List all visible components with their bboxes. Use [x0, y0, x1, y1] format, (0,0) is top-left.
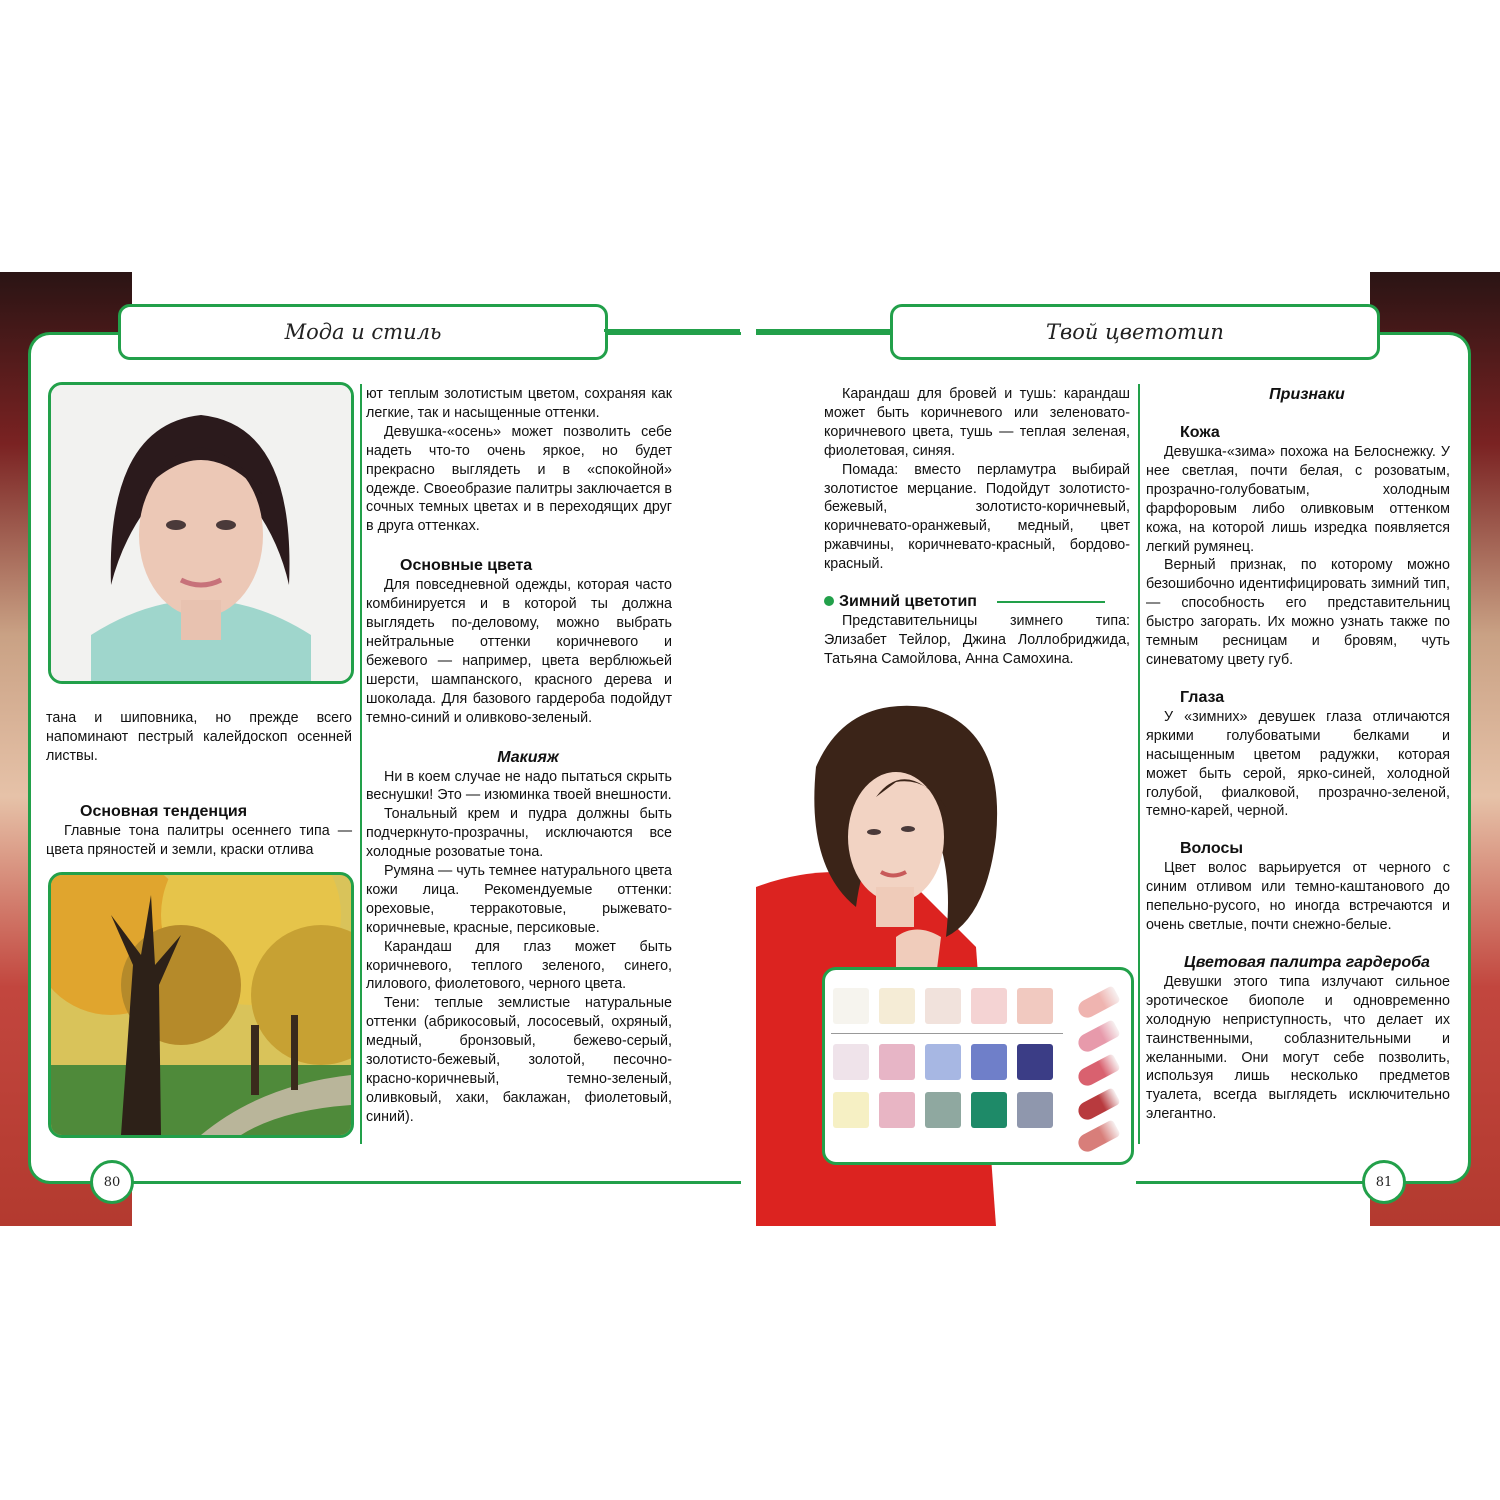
tendency-text: Главные тона палитры осеннего типа — цвета пряностей и земли, краски отлива: [46, 823, 352, 858]
lipstick-paragraph: Помада: вместо перламутра выбирай золотистое мерцание. Подойдут золотисто-бежевый, золотисто-коричневый, коричневато-оранжевый, медный, цвет ржавчины, коричневато-красный, бордово-красный.: [824, 461, 1130, 573]
palette-swatch: [833, 988, 869, 1024]
skin-heading: Кожа: [1180, 424, 1220, 441]
left-col2-text: [366, 385, 672, 1127]
tendency-section: [46, 802, 352, 860]
palette-swatch: [833, 1092, 869, 1128]
makeup-p1: Ни в коем случае не надо пытаться скрыть веснушки! Это — изюминка твоей внешности.: [366, 768, 672, 804]
right-column-divider: [1138, 384, 1140, 1144]
winter-heading: [824, 592, 1130, 612]
winter-text: Представительницы зимнего типа: Элизабет Тейлор, Джина Лоллобриджида, Татьяна Самойлова, Анна Самохина.: [824, 613, 1130, 667]
header-connector-left: [604, 329, 740, 332]
left-page-header: Мода и стиль: [118, 304, 608, 360]
book-spread: [0, 272, 1500, 1226]
palette-swatch: [1017, 1092, 1053, 1128]
makeup-heading: Макияж: [497, 748, 559, 766]
leaves-paragraph: тана и шиповника, но прежде всего напоминают пестрый калейдоскоп осенней листвы.: [46, 710, 352, 764]
palette-swatch: [971, 988, 1007, 1024]
col2-intro-p1: ют теплым золотистым цветом, сохраняя как легкие, так и насыщенные оттенки.: [366, 386, 672, 421]
palette-swatch: [879, 1044, 915, 1080]
winter-heading-text: Зимний цветотип: [839, 593, 977, 611]
winter-heading-rule: [997, 601, 1105, 603]
palette-swatch: [879, 1092, 915, 1128]
makeup-p5: Тени: теплые землистые натуральные оттенки (абрикосовый, лососевый, охряный, медный, бронзовый, бежево-серый, золотисто-бежевый, золотой, песочно-красно-коричневый, темно-зеленый, оливковый, хаки, баклажан, фиолетовый, синий).: [366, 995, 672, 1125]
signs-heading: Признаки: [1269, 386, 1345, 403]
lipstick-icon: [1075, 1119, 1121, 1155]
tendency-heading: Основная тенденция: [80, 803, 248, 820]
hair-text: Цвет волос варьируется от черного с синим отливом или темно-каштанового до пепельно-русого, но иногда встречаются и очень светлые, почти снежно-белые.: [1146, 860, 1450, 934]
palette-swatch: [971, 1092, 1007, 1128]
lipstick-icon: [1075, 1087, 1121, 1123]
makeup-p4: Карандаш для глаз может быть коричневого, теплого зеленого, синего, лилового, фиолетового, черного цвета.: [366, 938, 672, 993]
eyes-heading: Глаза: [1180, 688, 1225, 706]
portrait-photo: [48, 382, 354, 684]
palette-swatch: [925, 1044, 961, 1080]
bullet-dot-icon: [824, 596, 834, 606]
right-page-number: 81: [1362, 1160, 1406, 1204]
left-page-number: 80: [90, 1160, 134, 1204]
skin-p2: Верный признак, по которому можно безошибочно идентифицировать зимний тип, — способность его представительниц быстро загорать. Их можно узнать также по темным ресницам и бровям, чуть синеватому цвету губ.: [1146, 557, 1450, 668]
palette-swatch: [925, 988, 961, 1024]
makeup-p3: Румяна — чуть темнее натурального цвета кожи лица. Рекомендуемые оттенки: ореховые, терракотовые, рыжевато-коричневые, красные, персиковые.: [366, 863, 672, 936]
right-col1-text: [824, 385, 1130, 669]
palette-divider: [831, 1033, 1063, 1034]
wardrobe-text: Девушки этого типа излучают сильное эротическое биополе и одновременно холодную неприступность, что делает их таинственными, соблазнительными и желанными. Они могут себе позволить, используя лишь несколько предметов туалета, всегда выглядеть исключительно элегантно.: [1146, 973, 1450, 1123]
lipstick-icon: [1075, 1053, 1121, 1089]
header-connector-right: [756, 329, 892, 332]
color-palette-card: [822, 967, 1134, 1165]
skin-p1: Девушка-«зима» похожа на Белоснежку. У нее светлая, почти белая, с розоватым, прозрачно-голубоватым, холодным фарфоровым либо оливковым оттенком кожа, на которой лишь изредка появляется легкий румянец.: [1146, 444, 1450, 555]
lipstick-icon: [1075, 985, 1121, 1021]
brow-pencil-paragraph: Карандаш для бровей и тушь: карандаш может быть коричневого или зеленовато-коричневого цвета, тушь — теплая зеленая, фиолетовая, синяя.: [824, 386, 1130, 459]
palette-swatch: [879, 988, 915, 1024]
left-col1-text: [46, 709, 352, 766]
autumn-park-photo: [48, 872, 354, 1138]
autumn-park-illustration: [51, 875, 351, 1135]
col2-intro-p2: Девушка-«осень» может позволить себе надеть что-то очень яркое, но будет прекрасно выглядеть и в «спокойной» одежде. Своеобразие палитры заключается в сочных темных цветах и в переходящих друг в друга оттенках.: [366, 423, 672, 535]
wardrobe-heading: Цветовая палитра гардероба: [1184, 953, 1430, 971]
main-colors-heading: Основные цвета: [400, 557, 533, 575]
hair-heading: Волосы: [1180, 840, 1244, 858]
left-column-divider: [360, 384, 362, 1144]
lipstick-icon: [1075, 1019, 1121, 1055]
makeup-p2: Тональный крем и пудра должны быть подчеркнуто-прозрачны, исключаются все холодные розоватые тона.: [366, 806, 672, 861]
palette-swatch: [925, 1092, 961, 1128]
palette-swatch: [1017, 988, 1053, 1024]
palette-swatch: [1017, 1044, 1053, 1080]
eyes-text: У «зимних» девушек глаза отличаются яркими голубоватыми белками и насыщенным цветом радужки, которая может быть серой, ярко-синей, холодной голубой, фиалковой, прозрачно-зеленой, темно-карей, черной.: [1146, 708, 1450, 820]
portrait-illustration: [51, 385, 351, 681]
main-colors-text: Для повседневной одежды, которая часто комбинируется и в которой ты должна выглядеть по-деловому, можно выбрать нейтральные оттенки коричневого и бежевого — например, цвета верблюжьей шерсти, шампанского, красного дерева и шоколада. Для базового гардероба подойдут темно-синий и оливково-зеленый.: [366, 577, 672, 726]
palette-swatch: [971, 1044, 1007, 1080]
right-col2-text: [1146, 385, 1450, 1124]
palette-swatch: [833, 1044, 869, 1080]
right-page-header: Твой цветотип: [890, 304, 1380, 360]
